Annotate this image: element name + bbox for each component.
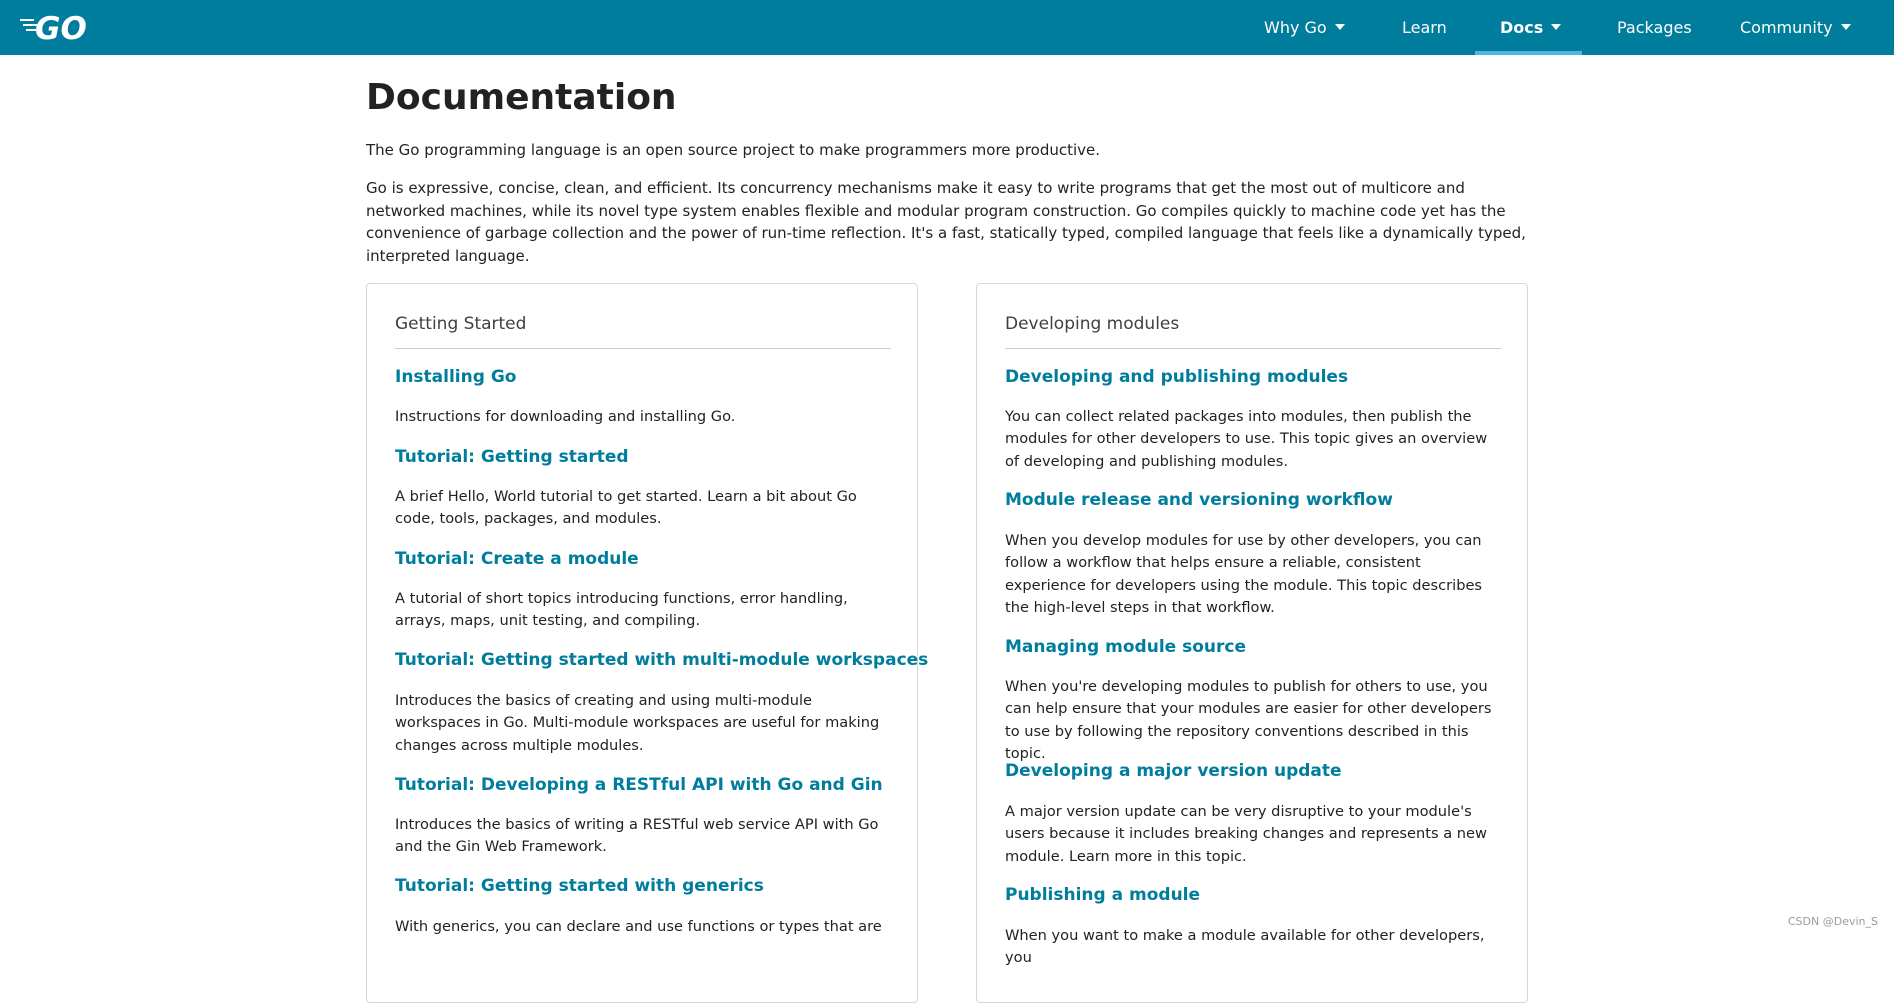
divider bbox=[395, 348, 891, 349]
link-tutorial-generics[interactable]: Tutorial: Getting started with generics bbox=[395, 876, 764, 896]
link-installing-go[interactable]: Installing Go bbox=[395, 367, 516, 387]
entry-description: Introduces the basics of creating and using multi-module workspaces in Go. Multi-module workspaces are useful for making changes across multiple modules. bbox=[395, 690, 895, 757]
description-text: Go is expressive, concise, clean, and efficient. Its concurrency mechanisms make it easy to write programs that get the most out of multicore and networked machines, while its novel type system enables flexible and modular program construction. Go compiles quickly to machine code yet has the convenience of garbage collection and the power of run-time reflection. It's a fast, statically typed, compiled language that feels like a dynamically typed, interpreted language. bbox=[366, 177, 1530, 267]
nav-item-label: Packages bbox=[1617, 18, 1692, 37]
link-major-version-update[interactable]: Developing a major version update bbox=[1005, 761, 1342, 781]
entry-description: Introduces the basics of writing a RESTful web service API with Go and the Gin Web Framework. bbox=[395, 814, 895, 859]
page-title: Documentation bbox=[366, 77, 677, 118]
link-managing-module-source[interactable]: Managing module source bbox=[1005, 637, 1246, 657]
nav-item-label: Community bbox=[1740, 18, 1833, 37]
entry-description: When you develop modules for use by other developers, you can follow a workflow that helps ensure a reliable, consistent experience for developers using the module. This topic describes the high-level steps in that workflow. bbox=[1005, 530, 1505, 619]
logo-text: GO bbox=[35, 11, 87, 45]
nav-item-learn[interactable] bbox=[1402, 0, 1447, 55]
nav-item-why-go[interactable] bbox=[1264, 0, 1345, 55]
link-tutorial-getting-started[interactable]: Tutorial: Getting started bbox=[395, 447, 629, 467]
entry-description: A major version update can be very disruptive to your module's users because it includes breaking changes and represents a new module. Learn more in this topic. bbox=[1005, 801, 1505, 868]
nav-item-packages[interactable] bbox=[1617, 0, 1692, 55]
active-tab-indicator bbox=[1475, 51, 1582, 55]
link-developing-publishing-modules[interactable]: Developing and publishing modules bbox=[1005, 367, 1348, 387]
link-tutorial-workspaces[interactable]: Tutorial: Getting started with multi-module workspaces bbox=[395, 650, 928, 670]
link-module-release-workflow[interactable]: Module release and versioning workflow bbox=[1005, 490, 1393, 510]
nav-item-label: Learn bbox=[1402, 18, 1447, 37]
nav-menu bbox=[0, 0, 1894, 55]
chevron-down-icon bbox=[1335, 24, 1345, 30]
link-publishing-module[interactable]: Publishing a module bbox=[1005, 885, 1200, 905]
entry-description: When you're developing modules to publish for others to use, you can help ensure that your modules are easier for other developers to use by following the repository conventions described in this topic. bbox=[1005, 676, 1505, 765]
top-navigation bbox=[0, 0, 1894, 55]
watermark: CSDN @Devin_S bbox=[1788, 915, 1878, 928]
developing-modules-card bbox=[976, 283, 1528, 1003]
nav-item-label: Docs bbox=[1500, 18, 1543, 37]
nav-item-docs[interactable] bbox=[1500, 0, 1561, 55]
entry-description: With generics, you can declare and use functions or types that are bbox=[395, 916, 895, 938]
divider bbox=[1005, 348, 1501, 349]
card-title: Developing modules bbox=[1005, 314, 1179, 334]
chevron-down-icon bbox=[1841, 24, 1851, 30]
entry-description: Instructions for downloading and installing Go. bbox=[395, 406, 895, 428]
nav-item-label: Why Go bbox=[1264, 18, 1327, 37]
link-tutorial-create-module[interactable]: Tutorial: Create a module bbox=[395, 549, 639, 569]
chevron-down-icon bbox=[1551, 24, 1561, 30]
intro-text: The Go programming language is an open source project to make programmers more productive. bbox=[366, 139, 1530, 161]
link-tutorial-restful-api[interactable]: Tutorial: Developing a RESTful API with Go and Gin bbox=[395, 775, 883, 795]
entry-description: When you want to make a module available for other developers, you bbox=[1005, 925, 1505, 970]
entry-description: You can collect related packages into modules, then publish the modules for other developers to use. This topic gives an overview of developing and publishing modules. bbox=[1005, 406, 1505, 473]
card-title: Getting Started bbox=[395, 314, 526, 334]
entry-description: A brief Hello, World tutorial to get started. Learn a bit about Go code, tools, packages, and modules. bbox=[395, 486, 895, 531]
getting-started-card bbox=[366, 283, 918, 1003]
entry-description: A tutorial of short topics introducing functions, error handling, arrays, maps, unit testing, and compiling. bbox=[395, 588, 895, 633]
nav-item-community[interactable] bbox=[1740, 0, 1851, 55]
